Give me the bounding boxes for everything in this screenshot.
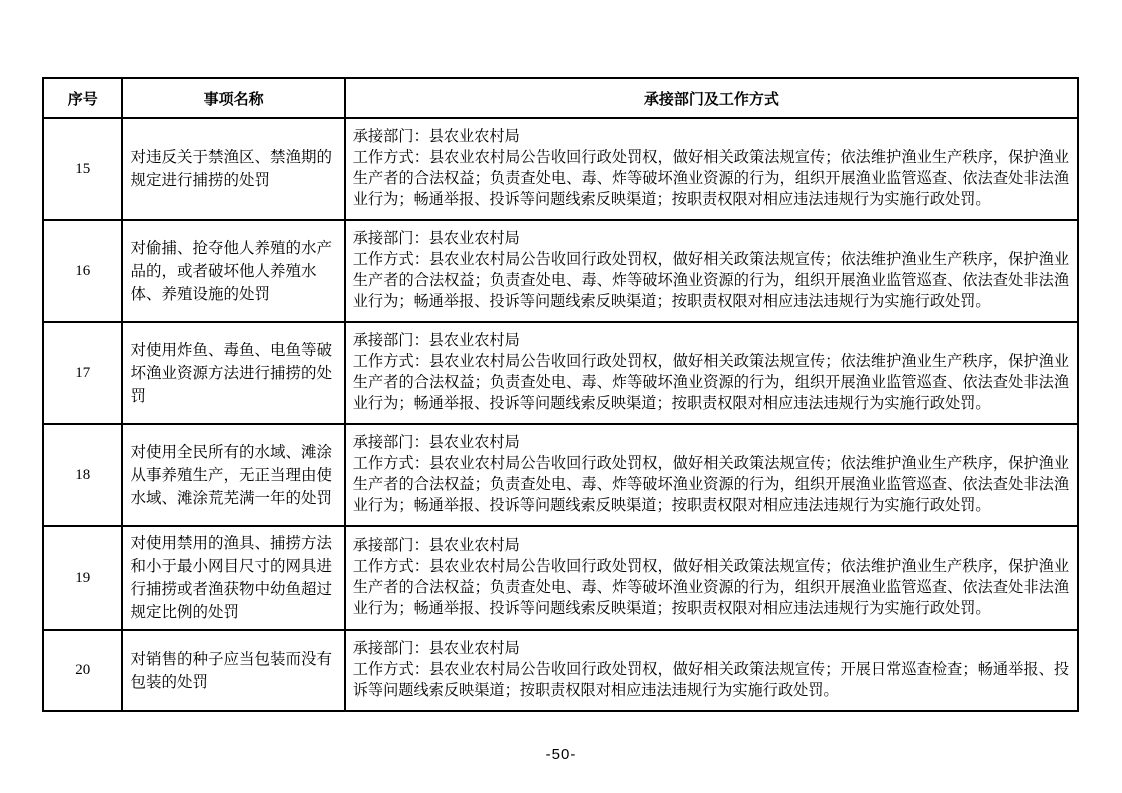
row-detail-cell <box>345 424 1078 526</box>
detail-work-method: 工作方式：县农业农村局公告收回行政处罚权，做好相关政策法规宣传；依法维护渔业生产秩序，保护渔业生产者的合法权益；负责查处电、毒、炸等破坏渔业资源的行为，组织开展渔业监管巡查、依法查处非法渔业行为；畅通举报、投诉等问题线索反映渠道；按职责权限对相应违法违规行为实施行政处罚。 <box>352 353 1069 412</box>
table-body <box>43 118 1078 711</box>
detail-department: 承接部门：县农业农村局 <box>352 332 520 350</box>
row-detail-cell <box>345 220 1078 322</box>
row-item-name: 对使用全民所有的水域、滩涂从事养殖生产，无正当理由使水域、滩涂荒芜满一年的处罚 <box>122 424 344 526</box>
row-serial-number: 18 <box>43 424 122 526</box>
table-row <box>43 526 1078 630</box>
row-serial-number: 16 <box>43 220 122 322</box>
table-row <box>43 322 1078 424</box>
row-item-name: 对使用炸鱼、毒鱼、电鱼等破坏渔业资源方法进行捕捞的处罚 <box>122 322 344 424</box>
detail-department: 承接部门：县农业农村局 <box>352 434 520 452</box>
detail-department: 承接部门：县农业农村局 <box>352 230 520 248</box>
col-header-department-method: 承接部门及工作方式 <box>345 78 1078 118</box>
header-row <box>43 78 1078 118</box>
detail-department: 承接部门：县农业农村局 <box>352 128 520 146</box>
table-row <box>43 424 1078 526</box>
row-detail-cell <box>345 118 1078 220</box>
detail-department: 承接部门：县农业农村局 <box>352 537 520 555</box>
row-item-name: 对偷捕、抢夺他人养殖的水产品的，或者破坏他人养殖水体、养殖设施的处罚 <box>122 220 344 322</box>
table-row <box>43 630 1078 711</box>
row-detail-cell <box>345 630 1078 711</box>
items-table <box>42 77 1079 712</box>
detail-work-method: 工作方式：县农业农村局公告收回行政处罚权，做好相关政策法规宣传；依法维护渔业生产秩序，保护渔业生产者的合法权益；负责查处电、毒、炸等破坏渔业资源的行为，组织开展渔业监管巡查、依法查处非法渔业行为；畅通举报、投诉等问题线索反映渠道；按职责权限对相应违法违规行为实施行政处罚。 <box>352 149 1069 208</box>
table-header <box>43 78 1078 118</box>
page-number: -50- <box>545 746 577 763</box>
row-detail-cell <box>345 526 1078 630</box>
detail-department: 承接部门：县农业农村局 <box>352 640 520 658</box>
row-detail-cell <box>345 322 1078 424</box>
row-item-name: 对违反关于禁渔区、禁渔期的规定进行捕捞的处罚 <box>122 118 344 220</box>
col-header-item-name: 事项名称 <box>122 78 344 118</box>
detail-work-method: 工作方式：县农业农村局公告收回行政处罚权，做好相关政策法规宣传；依法维护渔业生产秩序，保护渔业生产者的合法权益；负责查处电、毒、炸等破坏渔业资源的行为，组织开展渔业监管巡查、依法查处非法渔业行为；畅通举报、投诉等问题线索反映渠道；按职责权限对相应违法违规行为实施行政处罚。 <box>352 251 1069 310</box>
row-serial-number: 17 <box>43 322 122 424</box>
row-serial-number: 15 <box>43 118 122 220</box>
row-serial-number: 19 <box>43 526 122 630</box>
row-item-name: 对使用禁用的渔具、捕捞方法和小于最小网目尺寸的网具进行捕捞或者渔获物中幼鱼超过规定比例的处罚 <box>122 526 344 630</box>
detail-work-method: 工作方式：县农业农村局公告收回行政处罚权，做好相关政策法规宣传；依法维护渔业生产秩序，保护渔业生产者的合法权益；负责查处电、毒、炸等破坏渔业资源的行为，组织开展渔业监管巡查、依法查处非法渔业行为；畅通举报、投诉等问题线索反映渠道；按职责权限对相应违法违规行为实施行政处罚。 <box>352 558 1069 617</box>
col-header-serial-number: 序号 <box>43 78 122 118</box>
row-serial-number: 20 <box>43 630 122 711</box>
row-item-name: 对销售的种子应当包装而没有包装的处罚 <box>122 630 344 711</box>
detail-work-method: 工作方式：县农业农村局公告收回行政处罚权，做好相关政策法规宣传；开展日常巡查检查；畅通举报、投诉等问题线索反映渠道；按职责权限对相应违法违规行为实施行政处罚。 <box>352 661 1069 699</box>
detail-work-method: 工作方式：县农业农村局公告收回行政处罚权，做好相关政策法规宣传；依法维护渔业生产秩序，保护渔业生产者的合法权益；负责查处电、毒、炸等破坏渔业资源的行为，组织开展渔业监管巡查、依法查处非法渔业行为；畅通举报、投诉等问题线索反映渠道；按职责权限对相应违法违规行为实施行政处罚。 <box>352 455 1069 514</box>
table-row <box>43 220 1078 322</box>
table-row <box>43 118 1078 220</box>
